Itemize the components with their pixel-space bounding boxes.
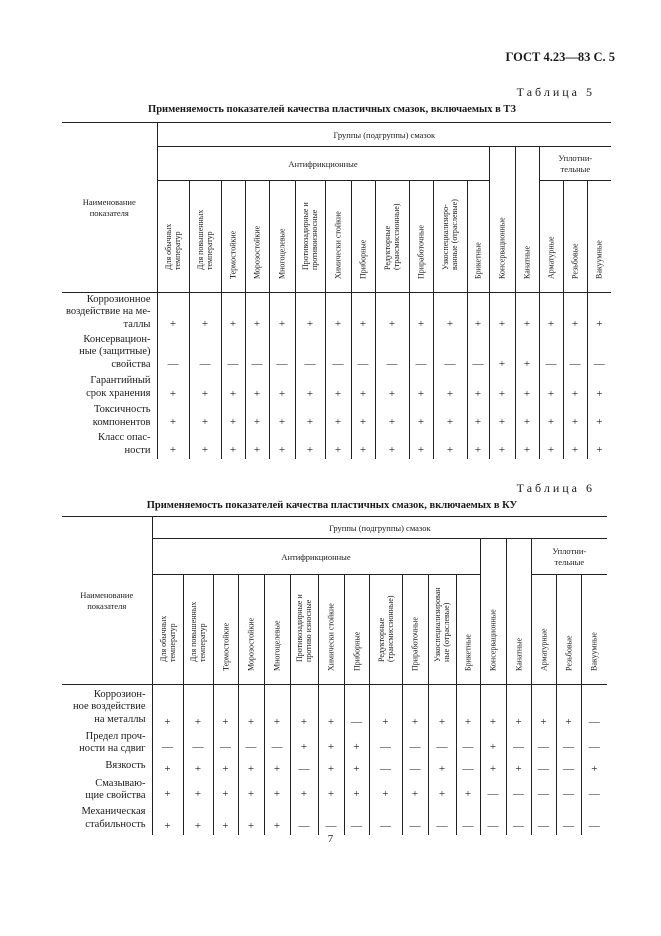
applicability-mark: + (189, 431, 221, 459)
applicability-mark: — (531, 778, 556, 803)
applicability-mark: — (456, 803, 480, 835)
applicability-mark: + (238, 756, 264, 778)
row-name-line: Коррозионное (86, 293, 151, 305)
column-header (428, 575, 456, 685)
applicability-mark: + (183, 756, 213, 778)
column-header (506, 539, 531, 685)
applicability-mark: + (539, 293, 563, 333)
applicability-mark: — (290, 803, 318, 835)
applicability-mark: + (221, 403, 245, 431)
applicability-mark: + (269, 403, 295, 431)
column-header (157, 181, 189, 293)
sealing-header: Уплотни- тельные (531, 539, 607, 575)
row-name-line: компонентов (92, 416, 151, 428)
applicability-mark: + (489, 293, 515, 333)
applicability-mark: — (318, 803, 344, 835)
column-header-label: Узкоспециализирован ные (отраслевые) (432, 587, 451, 662)
applicability-mark: + (531, 685, 556, 731)
column-header-label: Арматурные (546, 236, 556, 279)
applicability-mark: + (344, 778, 369, 803)
table-row (62, 731, 607, 756)
applicability-mark: + (213, 803, 238, 835)
applicability-mark: + (409, 293, 433, 333)
table-row (62, 333, 611, 373)
applicability-mark: + (245, 403, 269, 431)
column-header (152, 575, 183, 685)
column-header-label: Резьбовые (570, 243, 580, 279)
column-header (245, 181, 269, 293)
applicability-mark: + (581, 756, 607, 778)
applicability-mark: + (344, 756, 369, 778)
applicability-mark: — (157, 333, 189, 373)
applicability-mark: + (489, 373, 515, 403)
applicability-mark: — (409, 333, 433, 373)
applicability-mark: + (489, 431, 515, 459)
applicability-mark: + (480, 756, 506, 778)
column-header-label: Для повышенных температур (188, 601, 207, 662)
applicability-mark: + (433, 431, 467, 459)
applicability-mark: — (189, 333, 221, 373)
column-header (556, 575, 581, 685)
applicability-mark: + (152, 803, 183, 835)
applicability-mark: + (409, 373, 433, 403)
table-row (62, 431, 611, 459)
applicability-mark: + (515, 403, 539, 431)
column-header (402, 575, 428, 685)
row-name (62, 685, 152, 731)
applicability-mark: — (563, 333, 587, 373)
applicability-mark: + (264, 685, 290, 731)
name-column-header: Наименование показателя (62, 123, 157, 293)
applicability-mark: + (295, 431, 325, 459)
groups-header: Группы (подгруппы) смазок (152, 517, 607, 539)
applicability-mark: + (157, 373, 189, 403)
applicability-mark: + (351, 403, 375, 431)
applicability-mark: + (563, 431, 587, 459)
applicability-mark: — (402, 731, 428, 756)
applicability-mark: + (515, 373, 539, 403)
applicability-mark: + (318, 778, 344, 803)
column-header (375, 181, 409, 293)
applicability-mark: + (480, 731, 506, 756)
applicability-mark: — (245, 333, 269, 373)
row-name (62, 333, 157, 373)
column-header-label: Приборные (358, 239, 368, 279)
applicability-mark: + (221, 373, 245, 403)
applicability-mark: + (157, 403, 189, 431)
applicability-mark: — (556, 731, 581, 756)
applicability-mark: — (344, 685, 369, 731)
applicability-mark: + (428, 756, 456, 778)
applicability-mark: + (433, 403, 467, 431)
table-row (62, 373, 611, 403)
applicability-mark: — (581, 803, 607, 835)
column-header-label: Приборные (351, 631, 361, 671)
applicability-mark: + (325, 403, 351, 431)
applicability-mark: + (245, 373, 269, 403)
sealing-header: Уплотни- тельные (539, 147, 611, 181)
applicability-mark: — (428, 803, 456, 835)
column-header-label: Для повышенных температур (195, 209, 214, 270)
page-header: ГОСТ 4.23—83 С. 5 (505, 50, 615, 64)
column-header-label: Морозостойкие (252, 225, 262, 279)
applicability-mark: + (189, 373, 221, 403)
column-header (409, 181, 433, 293)
row-name-line: ное воздействие (73, 701, 146, 713)
applicability-mark: + (480, 685, 506, 731)
column-header-label: Противозадирные и противоизносные (300, 201, 319, 270)
column-header (344, 575, 369, 685)
applicability-mark: + (245, 293, 269, 333)
applicability-mark: + (515, 333, 539, 373)
applicability-mark: — (213, 731, 238, 756)
applicability-mark: — (351, 333, 375, 373)
applicability-mark: — (428, 731, 456, 756)
column-header (325, 181, 351, 293)
applicability-mark: + (157, 431, 189, 459)
applicability-mark: + (351, 373, 375, 403)
applicability-mark: + (183, 778, 213, 803)
column-header-label: Многоцелевые (272, 620, 282, 671)
row-name (62, 778, 152, 803)
applicability-mark: + (290, 731, 318, 756)
row-name (62, 756, 152, 778)
column-header (290, 575, 318, 685)
table-row (62, 756, 607, 778)
applicability-mark: — (556, 778, 581, 803)
applicability-mark: — (402, 756, 428, 778)
column-header-label: Вакуумные (594, 239, 604, 279)
applicability-mark: + (344, 731, 369, 756)
applicability-mark: + (375, 293, 409, 333)
column-header-label: Вакуумные (589, 631, 599, 671)
applicability-mark: + (489, 403, 515, 431)
applicability-mark: + (264, 803, 290, 835)
applicability-mark: + (456, 778, 480, 803)
applicability-mark: — (556, 756, 581, 778)
applicability-mark: + (563, 403, 587, 431)
applicability-mark: + (183, 803, 213, 835)
column-header-label: Брикетные (463, 633, 473, 671)
column-header (587, 181, 611, 293)
column-header (489, 147, 515, 293)
row-name-line: щие свойства (85, 790, 146, 802)
antifriction-header: Антифрикционные (152, 539, 480, 575)
column-header (269, 181, 295, 293)
column-header (539, 181, 563, 293)
applicability-mark: + (489, 333, 515, 373)
column-header-label: Химически стойкие (333, 210, 343, 279)
row-name (62, 731, 152, 756)
column-header-label: Канатные (522, 245, 532, 279)
page-number: 7 (327, 833, 334, 845)
applicability-mark: + (539, 373, 563, 403)
column-header-label: Консервационные (497, 217, 507, 279)
applicability-mark: — (480, 803, 506, 835)
applicability-mark: + (318, 731, 344, 756)
applicability-mark: + (587, 403, 611, 431)
column-header (221, 181, 245, 293)
applicability-mark: + (152, 685, 183, 731)
applicability-mark: — (183, 731, 213, 756)
table-6-title: Применяемость показателей качества пластичных смазок, включаемых в КУ (146, 500, 518, 511)
applicability-mark: + (221, 431, 245, 459)
applicability-mark: + (467, 403, 489, 431)
applicability-mark: + (351, 293, 375, 333)
column-header (581, 575, 607, 685)
applicability-mark: — (581, 778, 607, 803)
applicability-mark: — (587, 333, 611, 373)
column-header-label: Резьбовые (563, 635, 573, 671)
applicability-mark: + (290, 685, 318, 731)
applicability-mark: — (506, 778, 531, 803)
applicability-mark: + (563, 373, 587, 403)
table-row (62, 685, 607, 731)
row-name-line: срок хранения (86, 387, 151, 399)
applicability-mark: + (587, 373, 611, 403)
applicability-mark: — (269, 333, 295, 373)
table-6 (62, 516, 607, 835)
applicability-mark: — (344, 803, 369, 835)
applicability-mark: — (531, 756, 556, 778)
applicability-mark: + (375, 403, 409, 431)
applicability-mark: + (515, 431, 539, 459)
table-row (62, 778, 607, 803)
column-header (295, 181, 325, 293)
column-header (531, 575, 556, 685)
applicability-mark: + (325, 293, 351, 333)
applicability-mark: — (581, 731, 607, 756)
column-header (189, 181, 221, 293)
row-name-line: Механическая (81, 806, 146, 818)
column-header (213, 575, 238, 685)
groups-header: Группы (подгруппы) смазок (157, 123, 611, 147)
applicability-mark: + (409, 431, 433, 459)
applicability-mark: + (238, 778, 264, 803)
applicability-mark: — (369, 731, 402, 756)
applicability-mark: + (506, 756, 531, 778)
row-name-line: таллы (123, 319, 151, 331)
row-name-line: свойства (111, 358, 151, 370)
applicability-mark: + (539, 431, 563, 459)
row-name (62, 403, 157, 431)
applicability-mark: + (409, 403, 433, 431)
applicability-mark: + (325, 373, 351, 403)
applicability-mark: + (587, 431, 611, 459)
column-header-label: Узкоспециализиро- ванные (отраслевые) (440, 198, 459, 270)
table-row (62, 293, 611, 333)
column-header (351, 181, 375, 293)
name-column-header: Наименование показателя (62, 517, 152, 685)
applicability-mark: + (539, 403, 563, 431)
column-header-label: Термостойкие (220, 622, 230, 671)
applicability-mark: — (556, 803, 581, 835)
applicability-mark: + (369, 685, 402, 731)
applicability-mark: + (295, 373, 325, 403)
row-name-line: Смазываю- (95, 777, 146, 789)
row-name-line: Вязкость (105, 760, 146, 772)
applicability-mark: + (189, 403, 221, 431)
table-5-label: Таблица 5 (516, 85, 595, 99)
column-header (183, 575, 213, 685)
applicability-mark: + (269, 293, 295, 333)
applicability-mark: + (238, 685, 264, 731)
applicability-mark: + (467, 293, 489, 333)
column-header-label: Многоцелевые (277, 228, 287, 279)
row-name-line: ности (124, 444, 151, 456)
applicability-mark: + (428, 778, 456, 803)
applicability-mark: + (213, 778, 238, 803)
applicability-mark: + (189, 293, 221, 333)
applicability-mark: + (375, 431, 409, 459)
applicability-mark: — (295, 333, 325, 373)
applicability-mark: + (515, 293, 539, 333)
applicability-mark: + (587, 293, 611, 333)
applicability-mark: + (375, 373, 409, 403)
column-header-label: Морозостойкие (246, 617, 256, 671)
column-header (480, 539, 506, 685)
applicability-mark: + (351, 431, 375, 459)
applicability-mark: + (456, 685, 480, 731)
applicability-mark: — (152, 731, 183, 756)
column-header (318, 575, 344, 685)
applicability-mark: — (531, 803, 556, 835)
row-name-line: ные (защитные) (79, 346, 151, 358)
row-name (62, 293, 157, 333)
applicability-mark: — (433, 333, 467, 373)
applicability-mark: + (467, 373, 489, 403)
column-header-label: Для обычных температур (163, 223, 182, 270)
column-header-label: Канатные (513, 637, 523, 671)
applicability-mark: + (402, 778, 428, 803)
applicability-mark: + (213, 685, 238, 731)
applicability-mark: + (369, 778, 402, 803)
row-name-line: Консервацион- (83, 333, 151, 345)
row-name-line: воздействие на ме- (65, 306, 151, 318)
column-header-label: Консервационные (488, 609, 498, 671)
row-name-line: на металлы (94, 714, 146, 726)
applicability-mark: + (290, 778, 318, 803)
applicability-mark: + (157, 293, 189, 333)
applicability-mark: + (213, 756, 238, 778)
row-name-line: Токсичность (94, 403, 151, 415)
column-header (433, 181, 467, 293)
applicability-mark: + (264, 756, 290, 778)
applicability-mark: — (369, 803, 402, 835)
column-header-label: Для обычных температур (158, 615, 177, 662)
applicability-mark: + (325, 431, 351, 459)
applicability-mark: — (221, 333, 245, 373)
table-5 (62, 122, 611, 459)
applicability-mark: — (506, 731, 531, 756)
applicability-mark: + (238, 803, 264, 835)
applicability-mark: + (318, 756, 344, 778)
row-name (62, 373, 157, 403)
applicability-mark: + (269, 373, 295, 403)
applicability-mark: — (375, 333, 409, 373)
applicability-mark: + (433, 293, 467, 333)
applicability-mark: — (290, 756, 318, 778)
applicability-mark: + (295, 293, 325, 333)
table-5-title: Применяемость показателей качества пластичных смазок, включаемых в ТЗ (148, 104, 516, 115)
column-header-label: Приработочные (410, 616, 420, 671)
applicability-mark: — (480, 778, 506, 803)
row-name-line: Предел проч- (85, 730, 146, 742)
table-row (62, 403, 611, 431)
column-header-label: Приработочные (416, 224, 426, 279)
column-header-label: Редукторные (трансмиссионные) (376, 595, 395, 662)
antifriction-header: Антифрикционные (157, 147, 489, 181)
column-header (515, 147, 539, 293)
applicability-mark: + (428, 685, 456, 731)
row-name-line: Класс опас- (97, 431, 151, 443)
column-header-label: Редукторные (трансмиссионные) (382, 203, 401, 270)
column-header-label: Арматурные (538, 628, 548, 671)
applicability-mark: + (295, 403, 325, 431)
row-name-line: ности на сдвиг (79, 743, 146, 755)
applicability-mark: — (467, 333, 489, 373)
applicability-mark: — (369, 756, 402, 778)
row-name (62, 803, 152, 835)
row-name (62, 431, 157, 459)
applicability-mark: + (563, 293, 587, 333)
applicability-mark: + (467, 431, 489, 459)
applicability-mark: — (581, 685, 607, 731)
table-row (62, 803, 607, 835)
applicability-mark: + (402, 685, 428, 731)
applicability-mark: — (325, 333, 351, 373)
applicability-mark: — (264, 731, 290, 756)
column-header (563, 181, 587, 293)
column-header (369, 575, 402, 685)
column-header-label: Противозадирные и противо износные (294, 593, 313, 662)
table-6-label: Таблица 6 (516, 481, 595, 495)
applicability-mark: + (269, 431, 295, 459)
applicability-mark: — (531, 731, 556, 756)
applicability-mark: + (556, 685, 581, 731)
column-header-label: Брикетные (473, 241, 483, 279)
column-header (238, 575, 264, 685)
applicability-mark: — (539, 333, 563, 373)
column-header (456, 575, 480, 685)
applicability-mark: — (456, 731, 480, 756)
row-name-line: Гарантийный (90, 374, 151, 386)
applicability-mark: + (318, 685, 344, 731)
column-header (264, 575, 290, 685)
row-name-line: Коррозион- (93, 688, 146, 700)
applicability-mark: — (506, 803, 531, 835)
row-name-line: стабильность (85, 818, 146, 830)
column-header-label: Химически стойкие (326, 602, 336, 671)
applicability-mark: — (238, 731, 264, 756)
applicability-mark: + (152, 756, 183, 778)
applicability-mark: + (245, 431, 269, 459)
applicability-mark: + (183, 685, 213, 731)
applicability-mark: + (264, 778, 290, 803)
applicability-mark: + (152, 778, 183, 803)
applicability-mark: — (402, 803, 428, 835)
applicability-mark: + (506, 685, 531, 731)
column-header-label: Термостойкие (228, 230, 238, 279)
column-header (467, 181, 489, 293)
applicability-mark: + (221, 293, 245, 333)
applicability-mark: + (433, 373, 467, 403)
applicability-mark: — (456, 756, 480, 778)
